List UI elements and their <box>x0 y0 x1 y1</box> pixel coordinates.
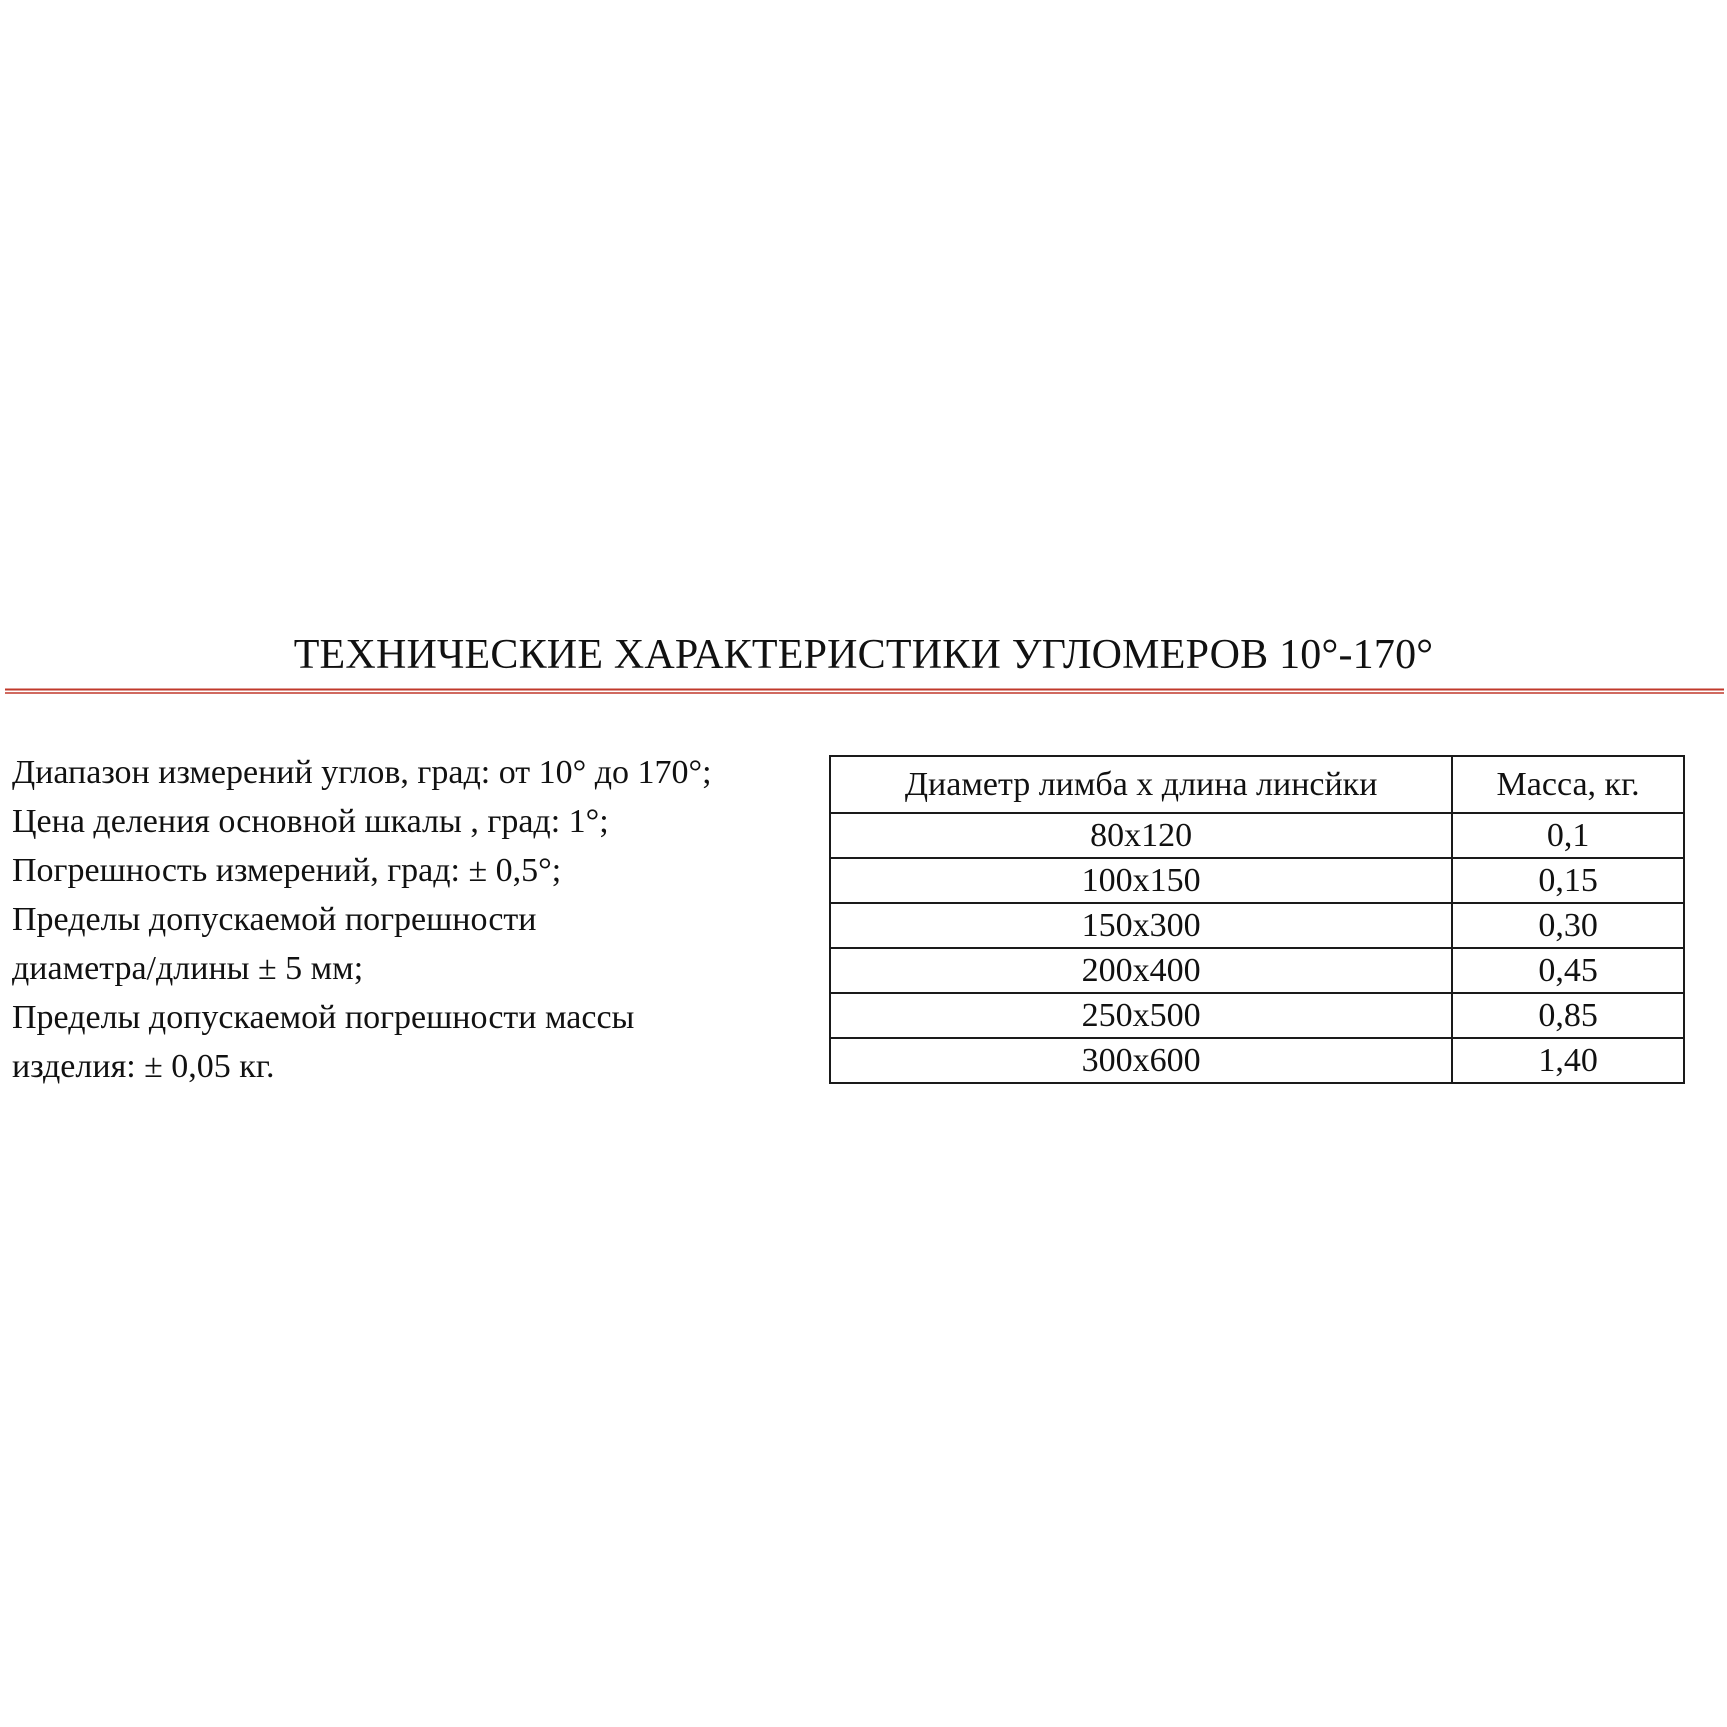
spec-mass-tolerance: Пределы допускаемой погрешности массы <box>12 999 635 1036</box>
spec-measurement-range: Диапазон измерений углов, град: от 10° до 170°; <box>12 754 712 791</box>
title-underline <box>5 688 1724 695</box>
cell-mass: 0,45 <box>1452 948 1684 993</box>
table-row <box>830 858 1684 903</box>
spec-mass-tolerance-cont: изделия: ± 0,05 кг. <box>12 1048 275 1085</box>
document-title: ТЕХНИЧЕСКИЕ ХАРАКТЕРИСТИКИ УГЛОМЕРОВ 10°-170° <box>293 632 1434 678</box>
mass-table <box>829 755 1685 1084</box>
cell-size: 100х150 <box>830 858 1452 903</box>
cell-size: 200х400 <box>830 948 1452 993</box>
table-row <box>830 948 1684 993</box>
cell-mass: 0,30 <box>1452 903 1684 948</box>
spec-dimension-tolerance: Пределы допускаемой погрешности <box>12 901 537 938</box>
cell-size: 150х300 <box>830 903 1452 948</box>
header-size: Диаметр лимба х длина линсйки <box>830 756 1452 813</box>
table-header-row <box>830 756 1684 813</box>
table-row <box>830 1038 1684 1083</box>
cell-mass: 0,15 <box>1452 858 1684 903</box>
spec-measurement-error: Погрешность измерений, град: ± 0,5°; <box>12 852 562 889</box>
cell-size: 80х120 <box>830 813 1452 858</box>
header-mass: Масса, кг. <box>1452 756 1684 813</box>
cell-mass: 1,40 <box>1452 1038 1684 1083</box>
cell-size: 250х500 <box>830 993 1452 1038</box>
table-row <box>830 993 1684 1038</box>
cell-size: 300х600 <box>830 1038 1452 1083</box>
cell-mass: 0,1 <box>1452 813 1684 858</box>
spec-dimension-tolerance-cont: диаметра/длины ± 5 мм; <box>12 950 364 987</box>
cell-mass: 0,85 <box>1452 993 1684 1038</box>
spec-scale-division: Цена деления основной шкалы , град: 1°; <box>12 803 609 840</box>
specifications-list <box>12 748 812 1091</box>
table-row <box>830 813 1684 858</box>
table-row <box>830 903 1684 948</box>
